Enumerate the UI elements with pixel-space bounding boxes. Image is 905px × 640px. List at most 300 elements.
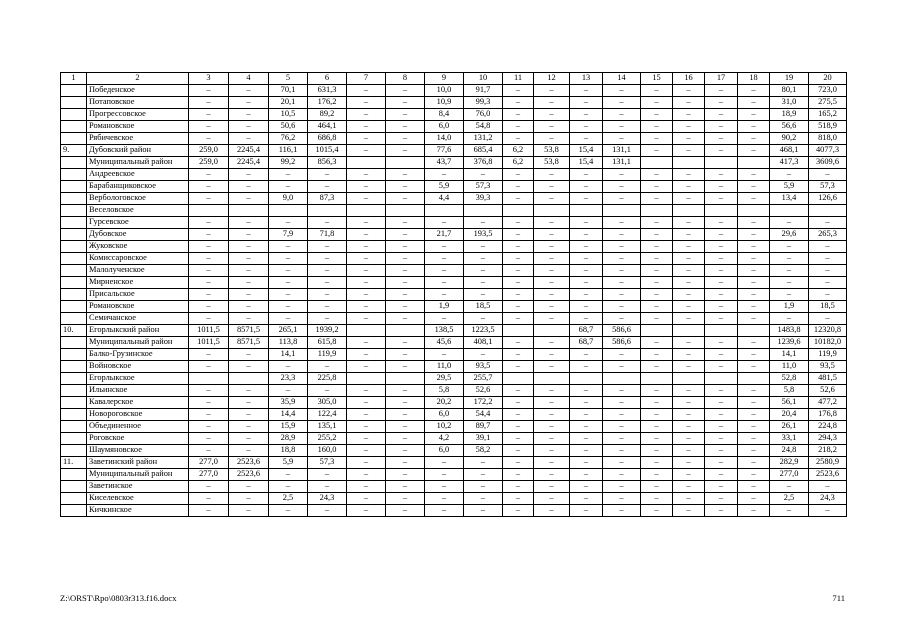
value-cell: 6,0 bbox=[425, 445, 464, 457]
value-cell bbox=[673, 325, 705, 337]
value-cell: 20,2 bbox=[425, 397, 464, 409]
value-cell: 119,9 bbox=[308, 349, 347, 361]
value-cell: – bbox=[464, 289, 503, 301]
value-cell: – bbox=[534, 169, 570, 181]
value-cell: – bbox=[347, 337, 386, 349]
value-cell: – bbox=[770, 505, 809, 517]
value-cell: 477,2 bbox=[809, 397, 847, 409]
value-cell bbox=[809, 205, 847, 217]
value-cell: – bbox=[603, 397, 641, 409]
value-cell: – bbox=[770, 253, 809, 265]
header-row bbox=[61, 73, 847, 85]
value-cell: – bbox=[386, 97, 425, 109]
value-cell: 28,9 bbox=[269, 433, 308, 445]
value-cell: 15,4 bbox=[570, 157, 603, 169]
value-cell: – bbox=[229, 265, 269, 277]
value-cell: – bbox=[229, 445, 269, 457]
table-row bbox=[61, 157, 847, 169]
value-cell: 53,8 bbox=[534, 157, 570, 169]
value-cell: – bbox=[705, 313, 738, 325]
value-cell: – bbox=[347, 433, 386, 445]
value-cell: 165,2 bbox=[809, 109, 847, 121]
value-cell: – bbox=[641, 145, 673, 157]
value-cell: 277,0 bbox=[189, 469, 229, 481]
value-cell: – bbox=[425, 241, 464, 253]
value-cell: – bbox=[464, 241, 503, 253]
value-cell: – bbox=[386, 145, 425, 157]
value-cell: 10182,0 bbox=[809, 337, 847, 349]
value-cell: – bbox=[570, 313, 603, 325]
value-cell: – bbox=[464, 217, 503, 229]
value-cell: – bbox=[673, 85, 705, 97]
value-cell: – bbox=[425, 349, 464, 361]
value-cell: – bbox=[641, 481, 673, 493]
value-cell: – bbox=[189, 361, 229, 373]
value-cell: – bbox=[738, 193, 770, 205]
value-cell bbox=[347, 373, 386, 385]
value-cell: – bbox=[570, 445, 603, 457]
value-cell: 57,3 bbox=[308, 457, 347, 469]
value-cell: – bbox=[738, 493, 770, 505]
value-cell: 305,0 bbox=[308, 397, 347, 409]
value-cell: – bbox=[386, 481, 425, 493]
value-cell: 818,0 bbox=[809, 133, 847, 145]
column-header-1: 1 bbox=[61, 73, 87, 85]
value-cell: – bbox=[503, 349, 534, 361]
value-cell: – bbox=[229, 301, 269, 313]
value-cell: – bbox=[308, 265, 347, 277]
value-cell: – bbox=[738, 385, 770, 397]
value-cell bbox=[503, 373, 534, 385]
value-cell: – bbox=[641, 493, 673, 505]
value-cell: 686,8 bbox=[308, 133, 347, 145]
value-cell: – bbox=[570, 277, 603, 289]
value-cell: – bbox=[570, 481, 603, 493]
value-cell: – bbox=[347, 361, 386, 373]
value-cell: – bbox=[570, 397, 603, 409]
value-cell: – bbox=[308, 169, 347, 181]
value-cell: 282,9 bbox=[770, 457, 809, 469]
value-cell: – bbox=[189, 97, 229, 109]
value-cell: – bbox=[229, 217, 269, 229]
row-number-cell bbox=[61, 385, 87, 397]
value-cell: – bbox=[809, 241, 847, 253]
value-cell: 119,9 bbox=[809, 349, 847, 361]
value-cell: 24,3 bbox=[809, 493, 847, 505]
value-cell: – bbox=[229, 97, 269, 109]
value-cell: – bbox=[641, 121, 673, 133]
row-number-cell bbox=[61, 265, 87, 277]
table-row bbox=[61, 253, 847, 265]
value-cell: 131,1 bbox=[603, 145, 641, 157]
value-cell: – bbox=[673, 193, 705, 205]
value-cell: – bbox=[534, 313, 570, 325]
value-cell: – bbox=[189, 241, 229, 253]
value-cell: 6,2 bbox=[503, 157, 534, 169]
column-header-8: 8 bbox=[386, 73, 425, 85]
value-cell: – bbox=[705, 133, 738, 145]
value-cell: – bbox=[641, 313, 673, 325]
row-number-cell: 9. bbox=[61, 145, 87, 157]
value-cell: 14,0 bbox=[425, 133, 464, 145]
value-cell: – bbox=[603, 85, 641, 97]
value-cell: – bbox=[705, 217, 738, 229]
value-cell: – bbox=[386, 253, 425, 265]
table-row bbox=[61, 373, 847, 385]
value-cell: – bbox=[641, 337, 673, 349]
value-cell: – bbox=[570, 421, 603, 433]
value-cell: 518,9 bbox=[809, 121, 847, 133]
row-name-cell: Роговское bbox=[87, 433, 189, 445]
row-number-cell bbox=[61, 409, 87, 421]
value-cell: – bbox=[503, 433, 534, 445]
value-cell: 53,8 bbox=[534, 145, 570, 157]
footer-file-path: Z:\ORST\Rpo\0803r313.f16.docx bbox=[60, 593, 177, 603]
value-cell: – bbox=[738, 169, 770, 181]
value-cell: 18,8 bbox=[269, 445, 308, 457]
value-cell: – bbox=[770, 169, 809, 181]
value-cell: 14,1 bbox=[269, 349, 308, 361]
value-cell: – bbox=[503, 169, 534, 181]
value-cell: – bbox=[503, 505, 534, 517]
value-cell: 255,2 bbox=[308, 433, 347, 445]
row-name-cell: Муниципальный район bbox=[87, 157, 189, 169]
value-cell: 131,2 bbox=[464, 133, 503, 145]
value-cell: – bbox=[809, 169, 847, 181]
value-cell: – bbox=[738, 337, 770, 349]
value-cell: – bbox=[269, 265, 308, 277]
value-cell: – bbox=[705, 421, 738, 433]
value-cell: – bbox=[503, 193, 534, 205]
value-cell: – bbox=[425, 289, 464, 301]
value-cell: 10,5 bbox=[269, 109, 308, 121]
value-cell bbox=[603, 373, 641, 385]
value-cell: 20,4 bbox=[770, 409, 809, 421]
value-cell: 57,3 bbox=[809, 181, 847, 193]
value-cell: – bbox=[189, 109, 229, 121]
value-cell: – bbox=[425, 481, 464, 493]
value-cell bbox=[570, 373, 603, 385]
value-cell: – bbox=[503, 217, 534, 229]
value-cell: – bbox=[534, 385, 570, 397]
value-cell: – bbox=[603, 361, 641, 373]
value-cell: 615,8 bbox=[308, 337, 347, 349]
value-cell: 56,1 bbox=[770, 397, 809, 409]
column-header-9: 9 bbox=[425, 73, 464, 85]
value-cell: 259,0 bbox=[189, 145, 229, 157]
value-cell: – bbox=[641, 265, 673, 277]
value-cell: – bbox=[738, 253, 770, 265]
value-cell: – bbox=[503, 241, 534, 253]
table-row bbox=[61, 409, 847, 421]
table-row bbox=[61, 421, 847, 433]
value-cell: – bbox=[347, 493, 386, 505]
value-cell: – bbox=[269, 481, 308, 493]
value-cell: 1011,5 bbox=[189, 337, 229, 349]
value-cell bbox=[503, 325, 534, 337]
value-cell: – bbox=[534, 289, 570, 301]
value-cell: – bbox=[386, 109, 425, 121]
row-name-cell: Романовское bbox=[87, 121, 189, 133]
value-cell: – bbox=[269, 241, 308, 253]
value-cell: 113,8 bbox=[269, 337, 308, 349]
value-cell: – bbox=[189, 193, 229, 205]
value-cell bbox=[705, 325, 738, 337]
value-cell bbox=[641, 373, 673, 385]
value-cell: – bbox=[809, 289, 847, 301]
value-cell: – bbox=[570, 85, 603, 97]
table-row bbox=[61, 289, 847, 301]
value-cell: – bbox=[673, 229, 705, 241]
value-cell: 24,3 bbox=[308, 493, 347, 505]
row-name-cell: Муниципальный район bbox=[87, 337, 189, 349]
table-row bbox=[61, 493, 847, 505]
value-cell: – bbox=[705, 385, 738, 397]
value-cell: – bbox=[534, 409, 570, 421]
value-cell: – bbox=[229, 133, 269, 145]
value-cell: – bbox=[705, 289, 738, 301]
value-cell: – bbox=[603, 133, 641, 145]
value-cell: – bbox=[673, 481, 705, 493]
value-cell bbox=[770, 205, 809, 217]
value-cell: – bbox=[347, 457, 386, 469]
value-cell: 52,6 bbox=[464, 385, 503, 397]
row-name-cell: Семичанское bbox=[87, 313, 189, 325]
row-name-cell: Победенское bbox=[87, 85, 189, 97]
value-cell: 685,4 bbox=[464, 145, 503, 157]
value-cell: – bbox=[641, 433, 673, 445]
value-cell: – bbox=[189, 229, 229, 241]
value-cell bbox=[641, 157, 673, 169]
value-cell: – bbox=[673, 337, 705, 349]
value-cell: – bbox=[464, 265, 503, 277]
value-cell: 9,0 bbox=[269, 193, 308, 205]
value-cell: 33,1 bbox=[770, 433, 809, 445]
value-cell: – bbox=[570, 97, 603, 109]
value-cell bbox=[347, 157, 386, 169]
value-cell: – bbox=[229, 109, 269, 121]
value-cell: – bbox=[347, 169, 386, 181]
value-cell: – bbox=[534, 493, 570, 505]
value-cell: – bbox=[269, 169, 308, 181]
value-cell: – bbox=[503, 85, 534, 97]
value-cell: – bbox=[229, 505, 269, 517]
column-header-5: 5 bbox=[269, 73, 308, 85]
value-cell: 29,6 bbox=[770, 229, 809, 241]
row-name-cell: Прогрессовское bbox=[87, 109, 189, 121]
value-cell: – bbox=[229, 433, 269, 445]
value-cell: – bbox=[386, 193, 425, 205]
value-cell: – bbox=[189, 349, 229, 361]
value-cell: – bbox=[347, 289, 386, 301]
value-cell: – bbox=[705, 85, 738, 97]
table-body bbox=[61, 73, 847, 517]
value-cell: – bbox=[386, 337, 425, 349]
value-cell: – bbox=[641, 505, 673, 517]
value-cell bbox=[738, 157, 770, 169]
value-cell: – bbox=[641, 253, 673, 265]
value-cell: 481,5 bbox=[809, 373, 847, 385]
row-name-cell: Дубовское bbox=[87, 229, 189, 241]
table-row bbox=[61, 433, 847, 445]
value-cell: 255,7 bbox=[464, 373, 503, 385]
row-name-cell: Заветинское bbox=[87, 481, 189, 493]
value-cell: – bbox=[503, 493, 534, 505]
table-row bbox=[61, 193, 847, 205]
value-cell: – bbox=[189, 121, 229, 133]
value-cell: – bbox=[603, 277, 641, 289]
value-cell: – bbox=[386, 457, 425, 469]
value-cell: 4077,3 bbox=[809, 145, 847, 157]
value-cell: – bbox=[603, 457, 641, 469]
value-cell bbox=[705, 205, 738, 217]
value-cell bbox=[229, 205, 269, 217]
value-cell: – bbox=[347, 97, 386, 109]
value-cell: – bbox=[229, 361, 269, 373]
row-number-cell bbox=[61, 109, 87, 121]
value-cell: – bbox=[570, 133, 603, 145]
value-cell: – bbox=[229, 313, 269, 325]
row-name-cell: Малолученское bbox=[87, 265, 189, 277]
row-name-cell: Кичкинское bbox=[87, 505, 189, 517]
value-cell bbox=[673, 373, 705, 385]
row-number-cell bbox=[61, 289, 87, 301]
value-cell: – bbox=[673, 433, 705, 445]
row-name-cell: Потаповское bbox=[87, 97, 189, 109]
row-name-cell: Егорлыкский район bbox=[87, 325, 189, 337]
value-cell: – bbox=[503, 265, 534, 277]
row-number-cell bbox=[61, 217, 87, 229]
row-name-cell: Присальское bbox=[87, 289, 189, 301]
row-number-cell bbox=[61, 169, 87, 181]
value-cell: – bbox=[603, 169, 641, 181]
value-cell: – bbox=[308, 385, 347, 397]
value-cell: 13,4 bbox=[770, 193, 809, 205]
value-cell: – bbox=[464, 169, 503, 181]
value-cell: 76,0 bbox=[464, 109, 503, 121]
value-cell: 8,4 bbox=[425, 109, 464, 121]
value-cell bbox=[386, 325, 425, 337]
value-cell: – bbox=[770, 277, 809, 289]
column-header-16: 16 bbox=[673, 73, 705, 85]
value-cell: – bbox=[229, 121, 269, 133]
value-cell: – bbox=[705, 193, 738, 205]
row-number-cell bbox=[61, 85, 87, 97]
row-name-cell: Барабанщиковское bbox=[87, 181, 189, 193]
value-cell: 6,0 bbox=[425, 409, 464, 421]
table-row bbox=[61, 325, 847, 337]
value-cell: – bbox=[534, 121, 570, 133]
value-cell: – bbox=[229, 253, 269, 265]
value-cell: – bbox=[738, 289, 770, 301]
value-cell: – bbox=[229, 349, 269, 361]
table-row bbox=[61, 205, 847, 217]
value-cell bbox=[347, 325, 386, 337]
value-cell: – bbox=[229, 397, 269, 409]
value-cell: – bbox=[229, 421, 269, 433]
value-cell: – bbox=[641, 421, 673, 433]
value-cell: – bbox=[269, 217, 308, 229]
value-cell: 24,8 bbox=[770, 445, 809, 457]
value-cell: – bbox=[347, 85, 386, 97]
value-cell: – bbox=[770, 241, 809, 253]
value-cell: – bbox=[386, 505, 425, 517]
value-cell: – bbox=[534, 421, 570, 433]
value-cell: – bbox=[570, 349, 603, 361]
value-cell: – bbox=[308, 181, 347, 193]
value-cell: – bbox=[503, 181, 534, 193]
row-name-cell: Веселовское bbox=[87, 205, 189, 217]
value-cell: – bbox=[809, 505, 847, 517]
row-name-cell: Комиссаровское bbox=[87, 253, 189, 265]
value-cell: 176,2 bbox=[308, 97, 347, 109]
value-cell: – bbox=[603, 433, 641, 445]
column-header-17: 17 bbox=[705, 73, 738, 85]
value-cell: – bbox=[308, 289, 347, 301]
value-cell: 90,2 bbox=[770, 133, 809, 145]
value-cell: – bbox=[229, 181, 269, 193]
value-cell: – bbox=[738, 313, 770, 325]
value-cell: – bbox=[269, 289, 308, 301]
value-cell: 10,9 bbox=[425, 97, 464, 109]
value-cell: – bbox=[673, 445, 705, 457]
value-cell: 77,6 bbox=[425, 145, 464, 157]
value-cell: – bbox=[503, 409, 534, 421]
value-cell: – bbox=[189, 397, 229, 409]
table-row bbox=[61, 97, 847, 109]
value-cell: – bbox=[673, 421, 705, 433]
value-cell: 224,8 bbox=[809, 421, 847, 433]
value-cell: – bbox=[738, 241, 770, 253]
value-cell: – bbox=[534, 457, 570, 469]
value-cell: – bbox=[308, 361, 347, 373]
value-cell: – bbox=[570, 169, 603, 181]
value-cell bbox=[705, 373, 738, 385]
value-cell bbox=[570, 205, 603, 217]
value-cell: – bbox=[809, 277, 847, 289]
value-cell bbox=[386, 157, 425, 169]
value-cell bbox=[534, 205, 570, 217]
value-cell: – bbox=[308, 217, 347, 229]
row-number-cell bbox=[61, 157, 87, 169]
value-cell: – bbox=[705, 469, 738, 481]
value-cell: 265,3 bbox=[809, 229, 847, 241]
value-cell bbox=[738, 373, 770, 385]
value-cell: – bbox=[705, 361, 738, 373]
value-cell: – bbox=[673, 217, 705, 229]
value-cell: – bbox=[705, 277, 738, 289]
value-cell: – bbox=[705, 301, 738, 313]
value-cell: – bbox=[738, 469, 770, 481]
value-cell bbox=[269, 205, 308, 217]
value-cell: – bbox=[705, 229, 738, 241]
value-cell: 8571,5 bbox=[229, 325, 269, 337]
value-cell: 122,4 bbox=[308, 409, 347, 421]
value-cell: 11,0 bbox=[770, 361, 809, 373]
value-cell: – bbox=[534, 505, 570, 517]
value-cell bbox=[503, 205, 534, 217]
value-cell: 10,2 bbox=[425, 421, 464, 433]
value-cell: – bbox=[705, 409, 738, 421]
value-cell: – bbox=[603, 265, 641, 277]
value-cell: – bbox=[464, 253, 503, 265]
value-cell: – bbox=[269, 361, 308, 373]
value-cell: 15,4 bbox=[570, 145, 603, 157]
document-page bbox=[60, 72, 846, 517]
value-cell: – bbox=[641, 277, 673, 289]
value-cell: 70,1 bbox=[269, 85, 308, 97]
value-cell: 14,1 bbox=[770, 349, 809, 361]
